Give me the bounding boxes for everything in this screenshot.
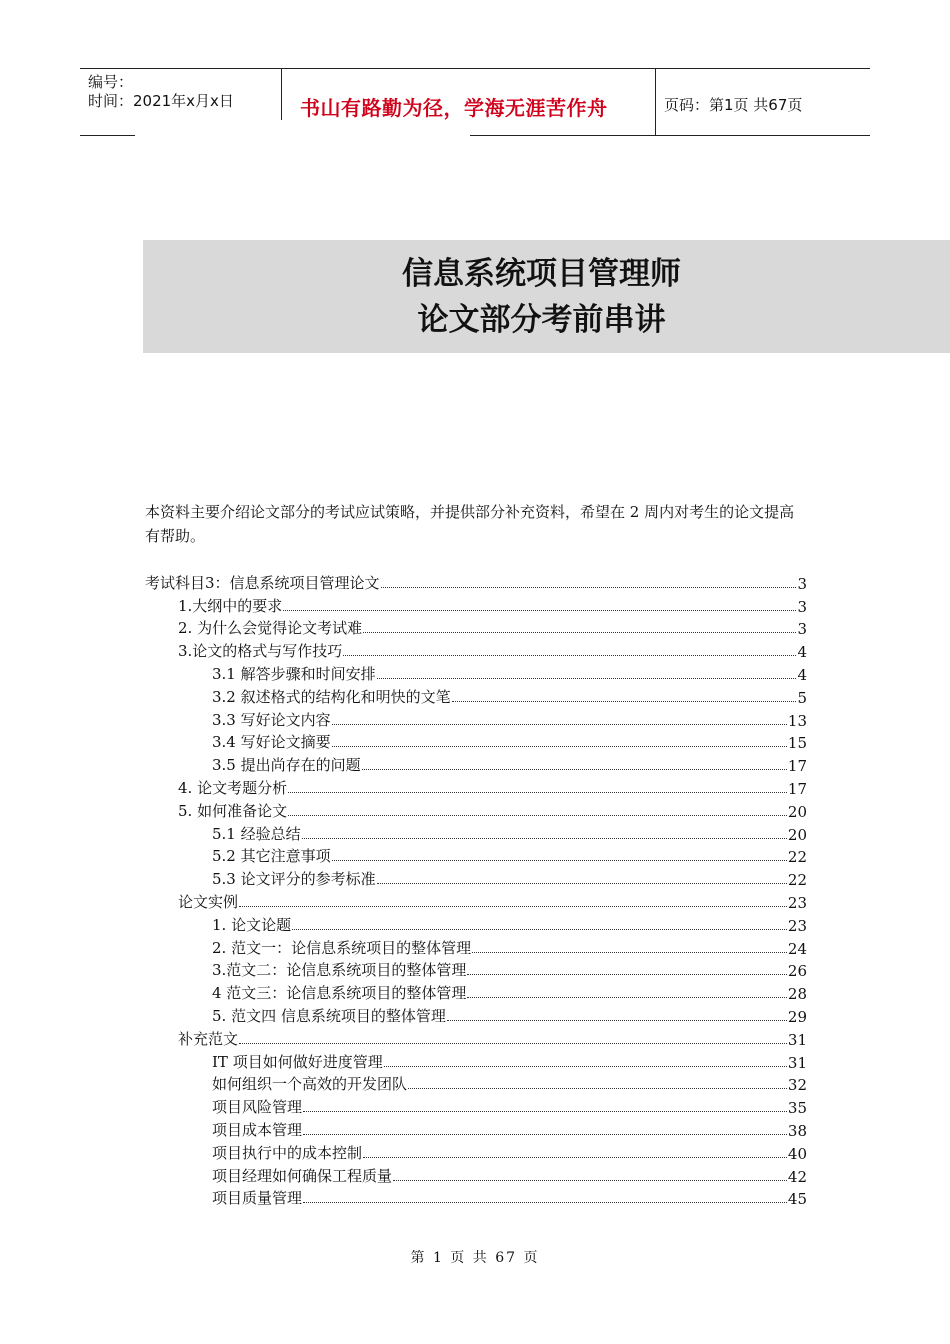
page-footer: 第 1 页 共 67 页 (410, 1250, 540, 1266)
toc-leader-dots (303, 1201, 787, 1203)
toc-entry-page: 13 (787, 711, 807, 730)
header-bottom-rule-right (470, 135, 870, 136)
toc-leader-dots (332, 859, 787, 861)
toc-entry-title: 3.5 提出尚存在的问题 (212, 756, 361, 775)
toc-leader-dots (447, 1019, 787, 1021)
toc-entry-title: 3.2 叙述格式的结构化和明快的文笔 (212, 687, 451, 706)
toc-entry-page: 3 (797, 620, 807, 639)
header-divider-right (655, 68, 656, 136)
toc-leader-dots (467, 973, 787, 975)
toc-entry-page: 15 (787, 734, 807, 753)
toc-entry-page: 31 (787, 1053, 807, 1072)
toc-entry[interactable] (145, 935, 807, 958)
toc-leader-dots (363, 1156, 787, 1158)
toc-entry-page: 45 (787, 1190, 807, 1209)
toc-leader-dots (381, 586, 797, 588)
toc-entry-page: 40 (787, 1144, 807, 1163)
toc-leader-dots (332, 723, 787, 725)
toc-entry-title: 5.1 经验总结 (212, 824, 301, 843)
toc-entry-page: 23 (787, 893, 807, 912)
toc-entry-title: 论文实例 (178, 892, 239, 911)
toc-entry-page: 20 (787, 802, 807, 821)
toc-entry-title: 1. 论文论题 (212, 915, 292, 934)
toc-entry-page: 26 (787, 962, 807, 981)
header-bottom-rule-left (80, 135, 135, 136)
toc-leader-dots (393, 1179, 787, 1181)
toc-leader-dots (467, 996, 787, 998)
toc-leader-dots (292, 928, 787, 930)
toc-entry[interactable] (145, 980, 807, 1003)
toc-entry-title: IT 项目如何做好进度管理 (212, 1052, 383, 1071)
toc-entry-title: 5.3 论文评分的参考标准 (212, 870, 376, 889)
toc-entry[interactable] (145, 1163, 807, 1186)
toc-entry-page: 29 (787, 1007, 807, 1026)
toc-leader-dots (302, 837, 787, 839)
toc-entry-page: 24 (787, 939, 807, 958)
toc-entry-page: 22 (787, 871, 807, 890)
toc-entry-page: 4 (797, 665, 807, 684)
toc-entry-title: 3.3 写好论文内容 (212, 710, 331, 729)
toc-entry-title: 项目执行中的成本控制 (212, 1143, 363, 1162)
toc-entry[interactable] (145, 775, 807, 798)
document-code-label: 编号： (88, 73, 134, 91)
toc-entry[interactable] (145, 1072, 807, 1095)
toc-entry-title: 4. 论文考题分析 (178, 778, 288, 797)
toc-entry[interactable] (145, 912, 807, 935)
toc-entry-title: 补充范文 (178, 1029, 239, 1048)
toc-entry-title: 4 范文三：论信息系统项目的整体管理 (212, 984, 467, 1003)
toc-entry-title: 项目成本管理 (212, 1120, 303, 1139)
toc-entry-title: 5. 如何准备论文 (178, 801, 288, 820)
toc-leader-dots (303, 1133, 787, 1135)
document-title-box (143, 240, 950, 353)
toc-entry-page: 4 (797, 643, 807, 662)
toc-entry[interactable] (145, 616, 807, 639)
toc-leader-dots (239, 905, 787, 907)
toc-leader-dots (377, 882, 787, 884)
toc-entry[interactable] (145, 1026, 807, 1049)
toc-entry-title: 3.1 解答步骤和时间安排 (212, 664, 376, 683)
toc-entry-title: 5. 范文四 信息系统项目的整体管理 (212, 1006, 446, 1025)
intro-paragraph: 本资料主要介绍论文部分的考试应试策略，并提供部分补充资料，希望在 2 周内对考生的论文提高有帮助。 (145, 503, 795, 545)
toc-entry-title: 3.论文的格式与写作技巧 (178, 642, 343, 661)
toc-entry[interactable] (145, 1117, 807, 1140)
table-of-contents (145, 570, 807, 1208)
toc-entry-title: 考试科目3：信息系统项目管理论文 (145, 573, 380, 592)
toc-entry-page: 22 (787, 848, 807, 867)
document-time-label: 时间：2021年x月x日 (88, 92, 234, 110)
toc-entry-page: 23 (787, 916, 807, 935)
toc-leader-dots (332, 745, 787, 747)
header-top-rule (80, 68, 870, 69)
toc-leader-dots (283, 609, 796, 611)
toc-entry[interactable] (145, 1140, 807, 1163)
toc-entry-page: 28 (787, 985, 807, 1004)
toc-leader-dots (363, 631, 796, 633)
toc-leader-dots (384, 1065, 787, 1067)
toc-entry[interactable] (145, 866, 807, 889)
toc-leader-dots (408, 1087, 787, 1089)
toc-entry[interactable] (145, 1094, 807, 1117)
toc-entry-page: 38 (787, 1121, 807, 1140)
toc-entry-title: 3.范文二：论信息系统项目的整体管理 (212, 961, 467, 980)
toc-entry[interactable] (145, 593, 807, 616)
toc-entry-title: 1.大纲中的要求 (178, 596, 283, 615)
toc-entry-title: 项目质量管理 (212, 1189, 303, 1208)
toc-entry-page: 17 (787, 757, 807, 776)
toc-leader-dots (303, 1110, 787, 1112)
header-page-info: 页码：第1页 共67页 (664, 96, 803, 114)
toc-entry[interactable] (145, 1186, 807, 1209)
toc-entry-title: 如何组织一个高效的开发团队 (212, 1075, 408, 1094)
toc-entry-page: 3 (797, 574, 807, 593)
toc-leader-dots (288, 814, 787, 816)
document-title-line2: 论文部分考前串讲 (417, 301, 666, 338)
toc-entry[interactable] (145, 889, 807, 912)
toc-entry-page: 42 (787, 1167, 807, 1186)
header-divider-left (281, 68, 282, 120)
toc-entry-page: 20 (787, 825, 807, 844)
toc-entry-title: 项目经理如何确保工程质量 (212, 1166, 393, 1185)
toc-entry[interactable] (145, 1003, 807, 1026)
toc-entry[interactable] (145, 638, 807, 661)
toc-entry-page: 31 (787, 1030, 807, 1049)
toc-entry-title: 项目风险管理 (212, 1098, 303, 1117)
toc-entry[interactable] (145, 958, 807, 981)
toc-entry[interactable] (145, 821, 807, 844)
toc-entry-title: 5.2 其它注意事项 (212, 847, 331, 866)
toc-entry-title: 3.4 写好论文摘要 (212, 733, 331, 752)
toc-entry[interactable] (145, 730, 807, 753)
toc-entry-title: 2. 范文一：论信息系统项目的整体管理 (212, 938, 472, 957)
toc-entry[interactable] (145, 684, 807, 707)
toc-entry[interactable] (145, 570, 807, 593)
toc-leader-dots (239, 1042, 787, 1044)
toc-leader-dots (288, 791, 787, 793)
toc-entry-page: 17 (787, 779, 807, 798)
document-title-line1: 信息系统项目管理师 (402, 255, 681, 292)
toc-leader-dots (452, 700, 797, 702)
toc-entry-title: 2. 为什么会觉得论文考试难 (178, 619, 363, 638)
header-motto: 书山有路勤为径，学海无涯苦作舟 (300, 96, 608, 120)
toc-leader-dots (362, 768, 787, 770)
toc-entry-page: 35 (787, 1099, 807, 1118)
toc-leader-dots (343, 654, 796, 656)
toc-entry[interactable] (145, 798, 807, 821)
toc-entry[interactable] (145, 844, 807, 867)
toc-entry[interactable] (145, 661, 807, 684)
toc-entry-page: 32 (787, 1076, 807, 1095)
toc-entry-page: 5 (797, 688, 807, 707)
toc-entry[interactable] (145, 752, 807, 775)
toc-entry-page: 3 (797, 597, 807, 616)
toc-leader-dots (377, 677, 797, 679)
toc-entry[interactable] (145, 707, 807, 730)
toc-leader-dots (472, 951, 787, 953)
toc-entry[interactable] (145, 1049, 807, 1072)
